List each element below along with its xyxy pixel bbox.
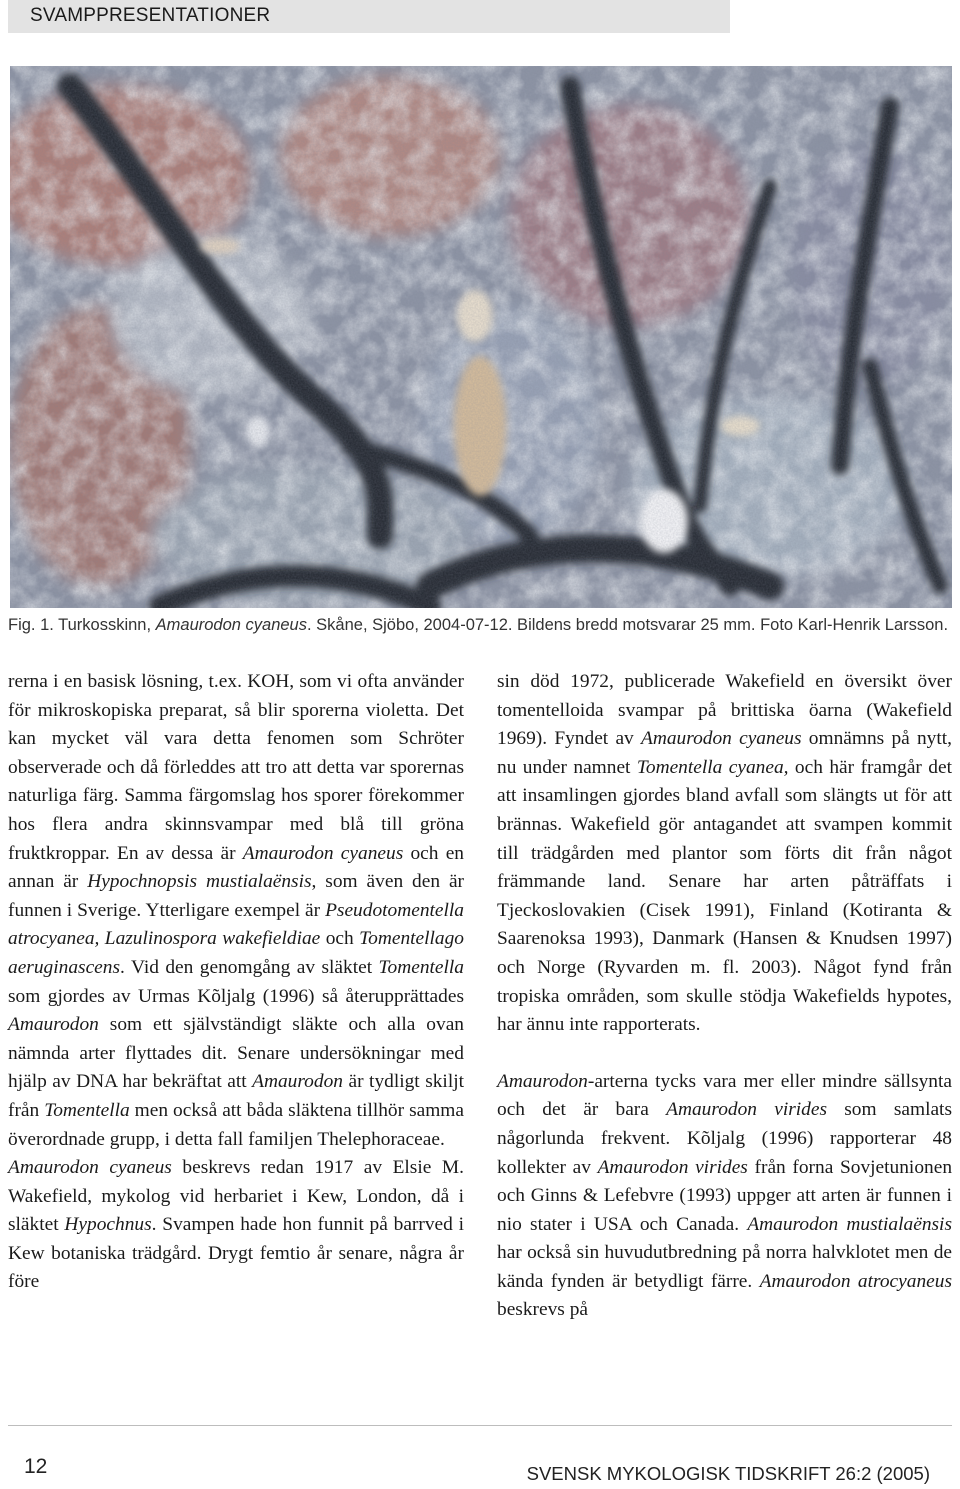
caption-text: Fig. 1. Turkosskinn, (8, 616, 156, 634)
page-number: 12 (24, 1455, 48, 1478)
fungus-photo-image (10, 66, 952, 608)
caption-species: Amaurodon cyaneus (155, 616, 307, 634)
left-text-column (8, 668, 464, 1297)
journal-reference: SVENSK MYKOLOGISK TIDSKRIFT 26:2 (2005) (526, 1463, 930, 1484)
paragraph: Amaurodon cyaneus beskrevs redan 1917 av Elsie M. Wakefield, mykolog vid herbariet i Kew, London, då i släktet Hypochnus. Svampen hade hon funnit på barrved i Kew botaniska trädgård. Drygt femtio år senare, några år före (8, 1157, 465, 1293)
fungus-photo (10, 66, 952, 608)
footer-divider (8, 1425, 952, 1426)
paragraph: sin död 1972, publicerade Wakefield en översikt över tomentelloida svampar på brittiska öarna (Wakefield 1969). Fyndet av Amaurodon cyaneus omnämns på nytt, nu under namnet Tomentella cyanea, och här framgår det att insamlingen gjordes bland avfall som slängts ut för att brännas. Wakefield gör antagandet att svampen kommit till trädgården med plantor som förts dit från något främmande land. Senare har arten påträffats i Tjeckoslovakien (Cisek 1991), Finland (Kotiranta & Saarenoksa 1993), Danmark (Hansen & Knudsen 1997) och Norge (Ryvarden m. fl. 2003). Något fynd från tropiska områden, som skulle stödja Wakefields hypotes, har ännu inte rapporterats. (497, 671, 953, 1036)
paragraph: Amaurodon-arterna tycks vara mer eller mindre sällsynta och det är bara Amaurodon virides som samlats någorlunda frekvent. Kõljalg (1996) rapporterar 48 kollekter av Amaurodon virides från forna Sovjetunionen och Ginns & Lefebvre (1993) uppger att arten är funnen i nio stater i USA och Canada. Amaurodon mustialaënsis har också sin huvudutbredning på norra halvklotet men de kända fynden är betydligt färre. Amaurodon atrocyaneus beskrevs på (497, 1070, 953, 1321)
paragraph: rerna i en basisk lösning, t.ex. KOH, som vi ofta använder för mikroskopiska preparat, så blir sporerna violetta. Det kan mycket väl vara detta fenomen som Schröter observerade och då förleddes att tro att detta var sporernas naturliga färg. Samma färgomslag hos sporer förekommer hos flera andra skinnsvampar med blå till gröna fruktkroppar. En av dessa är Amaurodon cyaneus och en annan är Hypochnopsis mustialaënsis, som även den är funnen i Sverige. Ytterligare exempel är Pseudotomentella atrocyanea, Lazulinospora wakefieldiae och Tomentellago aeruginascens. Vid den genomgång av släktet Tomentella som gjordes av Urmas Kõljalg (1996) så återupprättades Amaurodon som ett självständigt släkte och alla ovan nämnda arter flyttades dit. Senare undersökningar med hjälp av DNA har bekräftat att Amaurodon är tydligt skiljt från Tomentella men också att båda släktena tillhör samma överordnade grupp, i detta fall familjen Thelephoraceae. (8, 671, 465, 1150)
section-header-bar (8, 0, 730, 33)
figure-caption (8, 613, 952, 637)
section-title: SVAMPPRESENTATIONER (30, 5, 271, 26)
caption-text-end: . Skåne, Sjöbo, 2004-07-12. Bildens bredd motsvarar 25 mm. Foto Karl-Henrik Larsson. (307, 616, 949, 634)
right-text-column (497, 668, 952, 1325)
